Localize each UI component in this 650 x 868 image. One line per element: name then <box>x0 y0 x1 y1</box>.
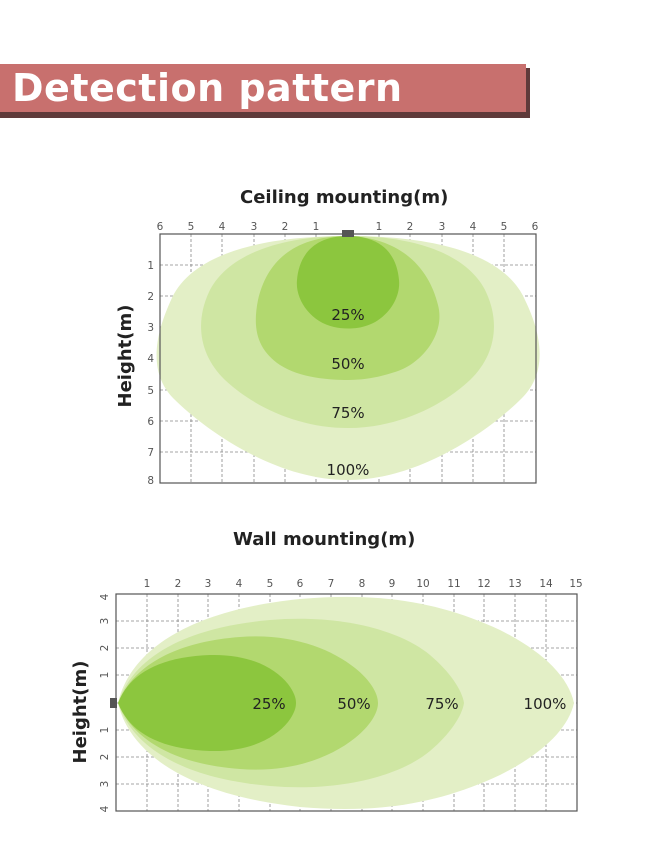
ceiling-zone-label-100: 100% <box>326 461 370 479</box>
ceiling-y-tick: 4 <box>147 353 154 365</box>
wall-y-ticks <box>99 593 111 812</box>
ceiling-y-tick: 7 <box>147 447 154 459</box>
wall-x-tick: 3 <box>204 578 212 590</box>
wall-y-tick: 2 <box>99 753 111 761</box>
ceiling-diagram <box>115 221 540 487</box>
wall-x-tick: 15 <box>569 578 583 590</box>
ceiling-x-tick: 2 <box>406 221 414 233</box>
page-title: Detection pattern <box>12 66 403 110</box>
ceiling-y-tick: 1 <box>147 260 154 272</box>
wall-x-tick: 1 <box>143 578 151 590</box>
wall-diagram <box>70 578 583 812</box>
ceiling-y-ticks <box>147 260 154 487</box>
wall-zone-label-100: 100% <box>523 695 567 713</box>
wall-x-tick: 8 <box>358 578 366 590</box>
wall-y-tick: 3 <box>99 617 111 625</box>
wall-y-label: Height(m) <box>70 660 91 764</box>
ceiling-x-tick: 6 <box>156 221 164 233</box>
wall-y-tick: 4 <box>99 805 111 813</box>
wall-x-ticks <box>144 578 583 590</box>
wall-x-tick: 4 <box>235 578 243 590</box>
ceiling-y-tick: 2 <box>147 291 154 303</box>
wall-y-tick: 4 <box>99 593 111 601</box>
ceiling-y-tick: 3 <box>147 322 154 334</box>
ceiling-zone-label-25: 25% <box>331 306 365 324</box>
ceiling-y-label: Height(m) <box>115 304 136 408</box>
ceiling-zone-label-50: 50% <box>331 355 365 373</box>
wall-diagram-title: Wall mounting(m) <box>233 529 416 550</box>
wall-y-tick: 3 <box>99 780 111 788</box>
wall-y-tick: 1 <box>99 726 111 734</box>
wall-x-tick: 5 <box>266 578 274 590</box>
wall-x-tick: 6 <box>296 578 304 590</box>
wall-x-tick: 13 <box>508 578 522 590</box>
wall-y-tick: 1 <box>99 671 111 679</box>
ceiling-diagram-title: Ceiling mounting(m) <box>240 187 449 208</box>
ceiling-x-tick: 6 <box>531 221 539 233</box>
wall-x-tick: 2 <box>174 578 182 590</box>
ceiling-y-tick: 8 <box>147 475 154 487</box>
ceiling-x-tick: 4 <box>469 221 477 233</box>
ceiling-zone-label-75: 75% <box>331 404 365 422</box>
ceiling-x-tick: 5 <box>500 221 508 233</box>
wall-x-tick: 14 <box>539 578 553 590</box>
ceiling-y-tick: 6 <box>147 416 154 428</box>
ceiling-x-tick: 3 <box>438 221 446 233</box>
wall-zone-label-50: 50% <box>337 695 371 713</box>
wall-sensor-icon <box>110 698 117 708</box>
wall-zone-label-75: 75% <box>425 695 459 713</box>
wall-x-tick: 11 <box>447 578 461 590</box>
ceiling-x-tick: 1 <box>312 221 320 233</box>
wall-x-tick: 7 <box>327 578 335 590</box>
wall-x-tick: 12 <box>477 578 491 590</box>
ceiling-x-tick: 4 <box>218 221 226 233</box>
ceiling-x-tick: 5 <box>187 221 195 233</box>
ceiling-y-tick: 5 <box>147 385 154 397</box>
ceiling-x-tick: 2 <box>281 221 289 233</box>
wall-x-tick: 9 <box>388 578 396 590</box>
ceiling-x-tick: 3 <box>250 221 258 233</box>
wall-x-tick: 10 <box>416 578 430 590</box>
ceiling-x-tick: 1 <box>375 221 383 233</box>
wall-zone-label-25: 25% <box>252 695 286 713</box>
ceiling-sensor-icon <box>342 230 354 237</box>
wall-y-tick: 2 <box>99 644 111 652</box>
